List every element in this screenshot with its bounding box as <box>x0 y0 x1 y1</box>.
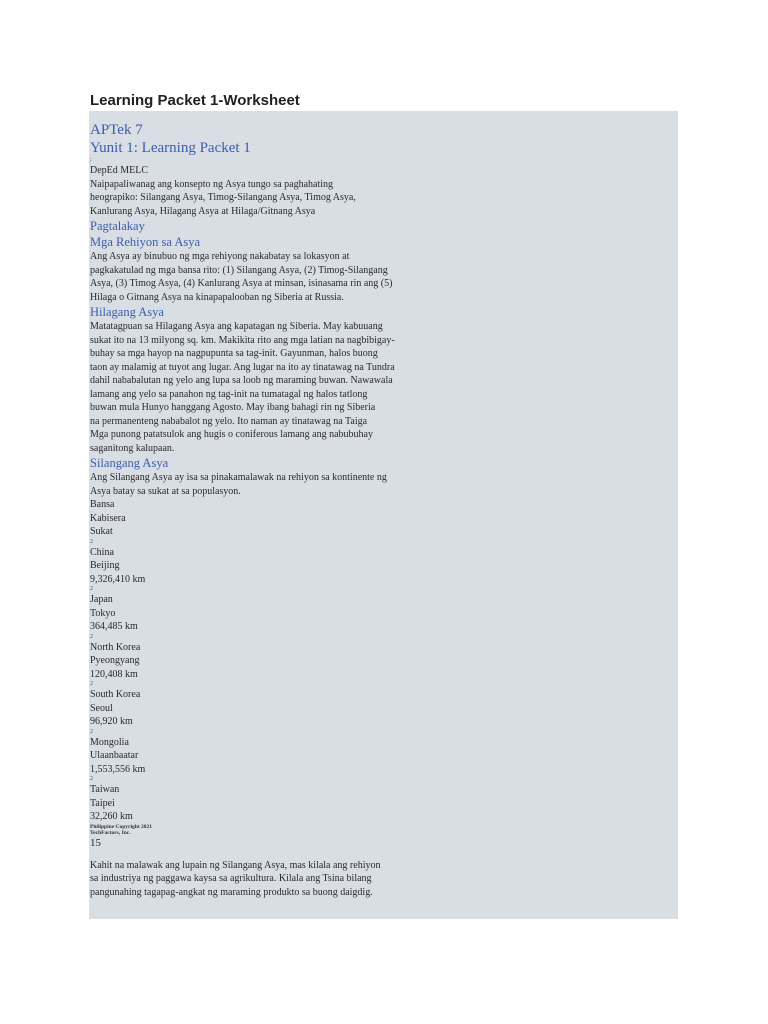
text-line: Kanlurang Asya, Hilagang Asya at Hilaga/Gitnang Asya <box>90 205 316 217</box>
text-line: sa industriya ng paggawa kaysa sa agrikultura. Kilala ang Tsina bilang <box>90 873 372 884</box>
text-line: pagkakatulad ng mga bansa rito: (1) Silangang Asya, (2) Timog-Silangang <box>90 264 388 276</box>
text-line: Ang Asya ay binubuo ng mga rehiyong nakabatay sa lokasyon at <box>90 251 350 262</box>
text-line: Naipapaliwanag ang konsepto ng Asya tungo sa paghahating <box>90 178 333 190</box>
country-capital: Seoul <box>90 702 113 714</box>
area-superscript: 2 <box>90 538 93 545</box>
text-line: buhay sa mga hayop na nagpupunta sa tag-init. Gayunman, halos buong <box>90 348 378 359</box>
area-superscript: 2 <box>90 776 93 782</box>
page-title: Learning Packet 1-Worksheet <box>90 92 300 109</box>
document-content <box>90 121 470 899</box>
copyright-company: TechFactors, Inc. <box>90 829 131 836</box>
country-area: 96,920 km <box>90 716 133 727</box>
country-area: 9,326,410 km <box>90 573 146 585</box>
section-silangang-asya: Silangang Asya <box>90 456 169 470</box>
table-header-sukat: Sukat <box>90 526 113 537</box>
country-name: South Korea <box>90 689 141 700</box>
country-name: Japan <box>90 594 113 605</box>
country-name: China <box>90 546 114 558</box>
text-line: buwan mula Hunyo hanggang Agosto. May ibang bahagi rin ng Siberia <box>90 402 376 413</box>
country-capital: Beijing <box>90 560 120 571</box>
rehiyon-paragraph <box>90 250 470 304</box>
section-mga-rehiyon: Mga Rehiyon sa Asya <box>90 235 201 249</box>
country-capital: Ulaanbaatar <box>90 750 139 761</box>
text-line: saganitong kalupaan. <box>90 442 175 454</box>
country-capital: Tokyo <box>90 607 116 619</box>
hilagang-paragraph <box>90 320 470 455</box>
course-title: APTek 7 <box>90 122 143 138</box>
country-name: North Korea <box>90 641 141 653</box>
text-line: Matatagpuan sa Hilagang Asya ang kapatagan ng Siberia. May kabuuang <box>90 321 383 332</box>
melc-label: DepEd MELC <box>90 165 149 176</box>
text-line: taon ay malamig at tuyot ang lugar. Ang lugar na ito ay tinatawag na Tundra <box>90 361 395 373</box>
text-line: Ang Silangang Asya ay isa sa pinakamalawak na rehiyon sa kontinente ng <box>90 472 387 483</box>
area-superscript: 2 <box>90 728 93 735</box>
table-header-bansa: Bansa <box>90 499 115 510</box>
area-superscript: 2 <box>90 586 93 592</box>
area-superscript: 2 <box>90 633 93 640</box>
country-name: Mongolia <box>90 736 129 748</box>
closing-paragraph <box>90 859 470 900</box>
country-area: 120,408 km <box>90 668 138 680</box>
text-line: Asya batay sa sukat at sa populasyon. <box>90 485 241 497</box>
text-line: Kahit na malawak ang lupain ng Silangang Asya, mas kilala ang rehiyon <box>90 859 381 871</box>
country-area: 32,260 km <box>90 811 133 822</box>
country-table <box>90 498 470 824</box>
country-rows <box>90 539 470 824</box>
silangang-paragraph <box>90 471 470 498</box>
text-line: heograpiko: Silangang Asya, Timog-Silangang Asya, Timog Asya, <box>90 192 356 203</box>
copyright-line: Philippine Copyright 2021 <box>90 823 153 830</box>
text-line: Hilaga o Gitnang Asya na kinapapalooban ng Siberia at Russia. <box>90 291 344 303</box>
text-line: Asya, (3) Timog Asya, (4) Kanlurang Asya at minsan, isinasama rin ang (5) <box>90 278 393 289</box>
unit-title: Yunit 1: Learning Packet 1 <box>90 140 251 156</box>
text-line: pangunahing tagapag-angkat ng maraming produkto sa buong daigdig. <box>90 886 373 898</box>
country-name: Taiwan <box>90 784 120 795</box>
section-hilagang-asya: Hilagang Asya <box>90 305 164 319</box>
country-area: 364,485 km <box>90 621 138 632</box>
section-pagtalakay: Pagtalakay <box>90 219 145 233</box>
text-line: lamang ang yelo sa panahon ng tag-init na tumatagal ng halos tatlong <box>90 388 368 400</box>
table-header-kabisera: Kabisera <box>90 512 126 524</box>
country-capital: Pyeongyang <box>90 655 140 666</box>
text-line: na permanenteng nababalot ng yelo. Ito naman ay tinatawag na Taiga <box>90 415 368 427</box>
text-line: Mga punong patatsulok ang hugis o coniferous lamang ang nabubuhay <box>90 429 373 440</box>
text-line: dahil nababalutan ng yelo ang lupa sa loob ng maraming buwan. Nawawala <box>90 375 393 386</box>
melc-text <box>90 178 470 219</box>
country-area: 1,553,556 km <box>90 763 146 775</box>
small-mark: ; <box>90 157 92 163</box>
area-superscript: 2 <box>90 681 93 687</box>
text-line: sukat ito na 13 milyong sq. km. Makikita rito ang mga latian na nagbibigay- <box>90 334 395 346</box>
country-capital: Taipei <box>90 797 115 809</box>
page-number: 15 <box>90 836 101 849</box>
